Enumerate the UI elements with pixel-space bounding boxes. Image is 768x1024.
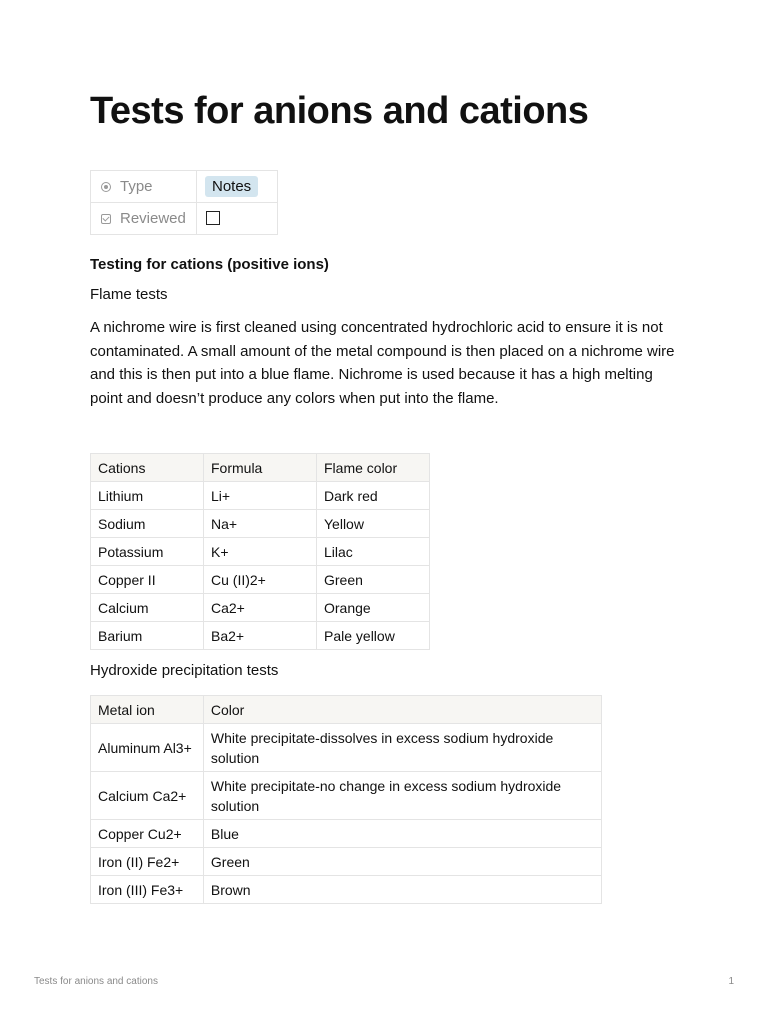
table-row	[91, 724, 602, 772]
column-header: Metal ion	[91, 696, 204, 724]
column-header: Cations	[91, 454, 204, 482]
table-cell: Ba2+	[204, 622, 317, 650]
table-cell: Yellow	[317, 510, 430, 538]
table-cell: Green	[203, 848, 601, 876]
table-cell: Calcium Ca2+	[91, 772, 204, 820]
table-cell: Na+	[204, 510, 317, 538]
flame-color-table	[90, 453, 430, 650]
table-cell: Cu (II)2+	[204, 566, 317, 594]
table-cell: Green	[317, 566, 430, 594]
property-name-cell	[91, 171, 197, 203]
table-header-row	[91, 696, 602, 724]
type-tag[interactable]: Notes	[205, 176, 258, 197]
table-cell: White precipitate-no change in excess sodium hydroxide solution	[203, 772, 601, 820]
table-cell: Ca2+	[204, 594, 317, 622]
table-row	[91, 594, 430, 622]
table-row	[91, 876, 602, 904]
table-header-row	[91, 454, 430, 482]
table-cell: Brown	[203, 876, 601, 904]
table-row	[91, 482, 430, 510]
table-cell: Orange	[317, 594, 430, 622]
hydroxide-tests-heading: Hydroxide precipitation tests	[90, 662, 279, 679]
table-cell: Potassium	[91, 538, 204, 566]
table-cell: Calcium	[91, 594, 204, 622]
page-title: Tests for anions and cations	[90, 90, 589, 132]
table-cell: Sodium	[91, 510, 204, 538]
table-cell: Iron (II) Fe2+	[91, 848, 204, 876]
table-cell: Dark red	[317, 482, 430, 510]
property-row-reviewed	[91, 203, 278, 235]
property-label-type: Type	[120, 178, 153, 195]
table-cell: Blue	[203, 820, 601, 848]
property-value-cell[interactable]	[197, 203, 278, 235]
table-cell: K+	[204, 538, 317, 566]
table-row	[91, 538, 430, 566]
table-row	[91, 622, 430, 650]
property-label-reviewed: Reviewed	[120, 210, 186, 227]
table-cell: Copper Cu2+	[91, 820, 204, 848]
table-row	[91, 510, 430, 538]
flame-tests-paragraph: A nichrome wire is first cleaned using concentrated hydrochloric acid to ensure it is not contaminated. A small amount of the metal compound is then placed on a nichrome wire and this is then put into a blue flame. Nichrome is used because it has a high melting point and doesn’t produce any colors when put into the flame.	[90, 319, 675, 407]
table-cell: Lilac	[317, 538, 430, 566]
hydroxide-precipitation-table	[90, 695, 602, 904]
column-header: Flame color	[317, 454, 430, 482]
footer-page-number: 1	[728, 976, 734, 987]
radio-circle-icon	[101, 182, 111, 192]
table-cell: Aluminum Al3+	[91, 724, 204, 772]
table-cell: Copper II	[91, 566, 204, 594]
table-row	[91, 566, 430, 594]
section-heading: Testing for cations (positive ions)	[90, 256, 329, 273]
property-value-cell[interactable]	[197, 171, 278, 203]
reviewed-checkbox[interactable]	[206, 211, 220, 225]
property-row-type	[91, 171, 278, 203]
table-cell: Barium	[91, 622, 204, 650]
table-cell: White precipitate-dissolves in excess sodium hydroxide solution	[203, 724, 601, 772]
footer-document-title: Tests for anions and cations	[34, 976, 158, 987]
table-row	[91, 820, 602, 848]
flame-tests-heading: Flame tests	[90, 286, 168, 303]
table-row	[91, 772, 602, 820]
checkbox-icon	[101, 214, 111, 224]
column-header: Formula	[204, 454, 317, 482]
property-name-cell	[91, 203, 197, 235]
table-cell: Lithium	[91, 482, 204, 510]
table-cell: Iron (III) Fe3+	[91, 876, 204, 904]
table-cell: Pale yellow	[317, 622, 430, 650]
column-header: Color	[203, 696, 601, 724]
table-row	[91, 848, 602, 876]
table-cell: Li+	[204, 482, 317, 510]
properties-table	[90, 170, 278, 235]
